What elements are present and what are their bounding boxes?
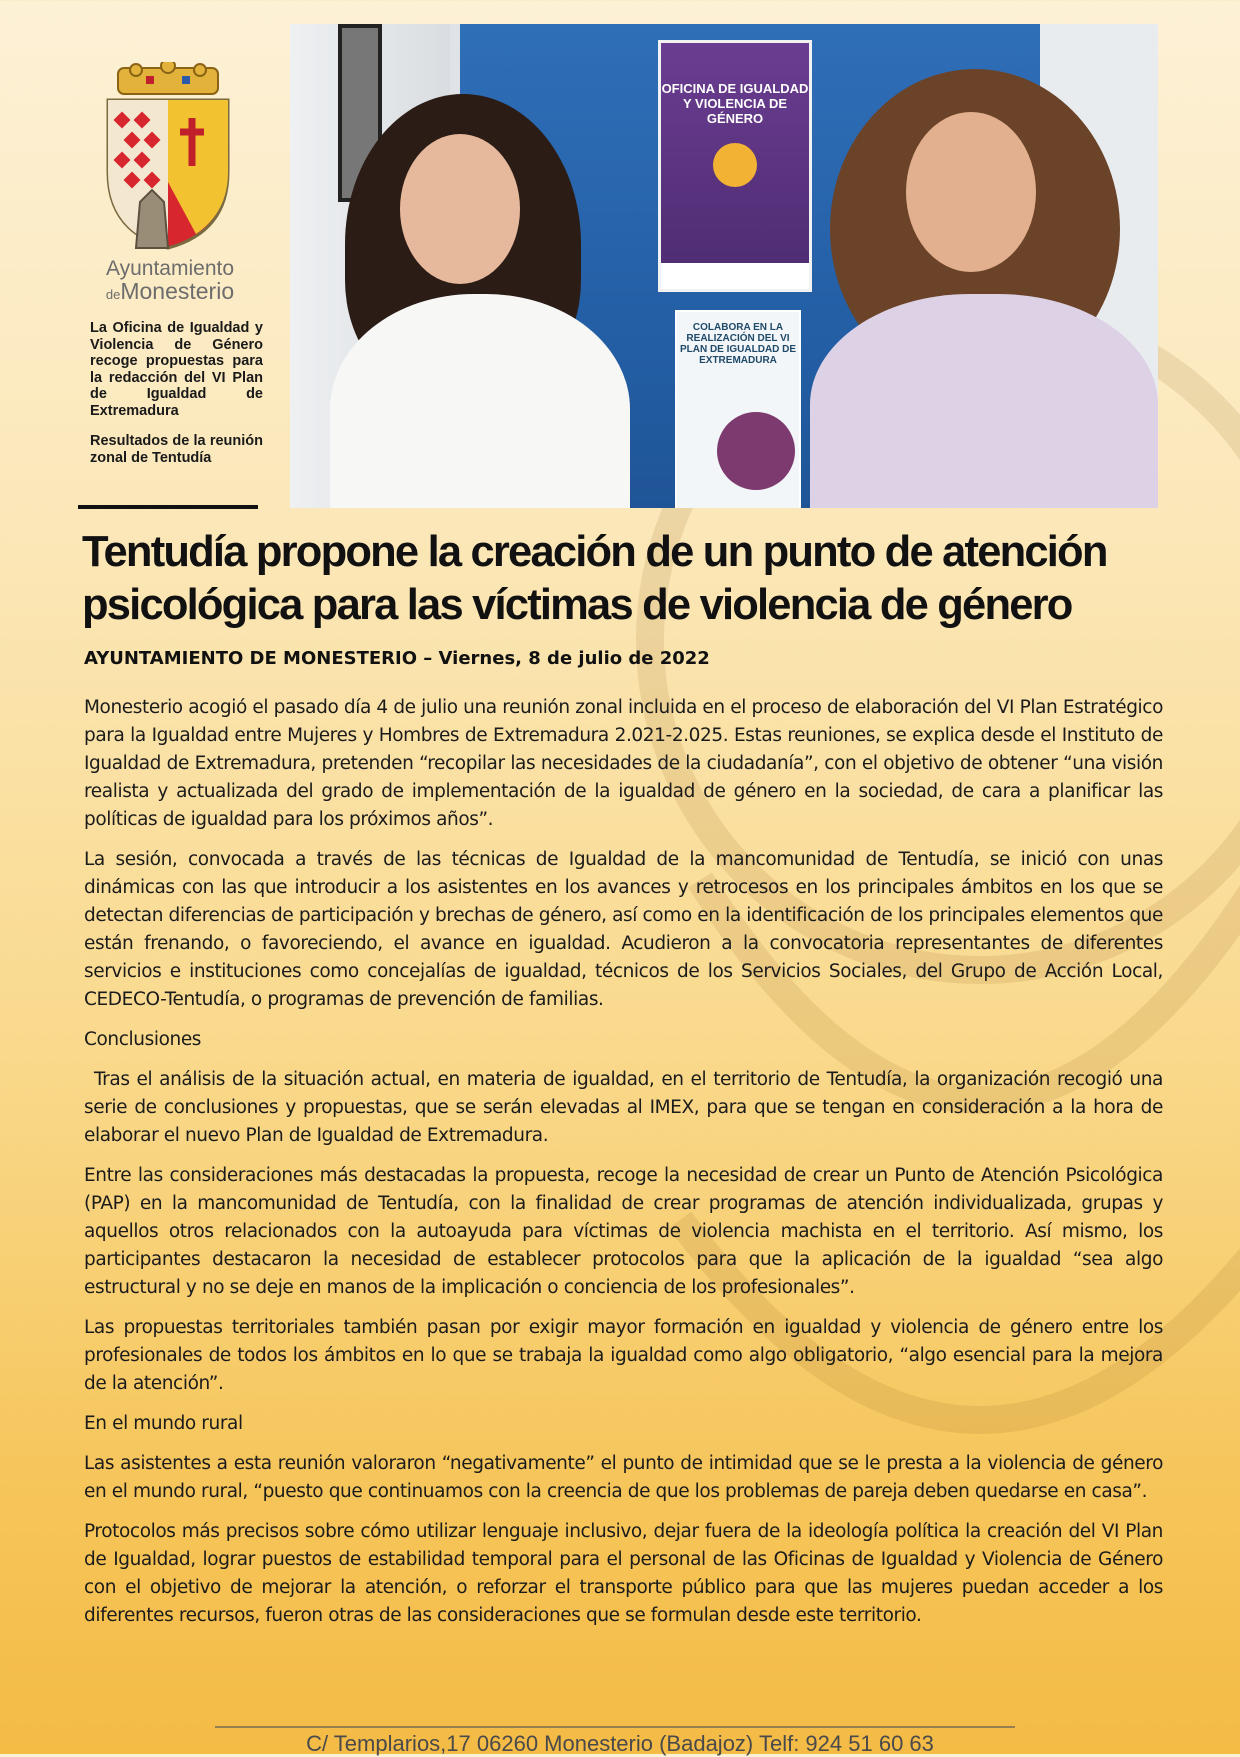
silhouette-illustration (717, 412, 795, 490)
body-paragraph: Las propuestas territoriales también pasan por exigir mayor formación en igualdad y violencia de género entre los profesionales de todos los ámbitos en lo que se trabaja la igualdad como algo obligatorio, “algo esencial para la mejora de la atención”. (84, 1317, 1163, 1394)
org-name-line1: Ayuntamiento (105, 257, 235, 280)
section-heading: En el mundo rural (84, 1413, 243, 1434)
person-right-face (906, 112, 1036, 272)
footer-divider (215, 1726, 1015, 1728)
equality-symbol-icon (713, 143, 757, 187)
org-name-prefix: de (105, 287, 121, 302)
org-name-logo-text (80, 258, 260, 306)
section-heading: Conclusiones (84, 1029, 202, 1050)
article-body (84, 694, 1163, 1642)
person-left-face (400, 134, 520, 284)
coat-of-arms-logo (96, 62, 240, 252)
person-right (810, 294, 1158, 508)
person-left (330, 294, 630, 508)
summary-point: Resultados de la reunión zonal de Tentudía (90, 433, 263, 466)
body-paragraph: Monesterio acogió el pasado día 4 de julio una reunión zonal incluida en el proceso de elaboración del VI Plan Estratégico para la Igualdad entre Mujeres y Hombres de Extremadura 2.021-2.025. Estas reuniones, se explica desde el Instituto de Igualdad de Extremadura, pretenden “recopilar las necesidades de la ciudadanía”, con el objetivo de obtener “una visión realista y actualizada del grado de implementación de la igualdad de género en la sociedad, de cara a planificar las políticas de igualdad para los próximos años”. (84, 697, 1163, 830)
office-poster (658, 40, 812, 292)
org-name-line2: Monesterio (120, 278, 235, 304)
plan-poster-title: COLABORA EN LA REALIZACIÓN DEL VI PLAN DE IGUALDAD DE EXTREMADURA (679, 322, 797, 366)
article-headline: Tentudía propone la creación de un punto de atención psicológica para las víctimas de violencia de género (82, 528, 1107, 629)
summary-point: La Oficina de Igualdad y Violencia de Género recoge propuestas para la redacción del VI Plan de Igualdad de Extremadura (90, 320, 263, 419)
summary-divider (78, 505, 258, 509)
plan-poster (675, 310, 801, 508)
article-byline: AYUNTAMIENTO DE MONESTERIO – Viernes, 8 de julio de 2022 (84, 648, 710, 669)
body-paragraph: Protocolos más precisos sobre cómo utilizar lenguaje inclusivo, dejar fuera de la ideología política la creación del VI Plan de Igualdad, lograr puestos de estabilidad temporal para el personal de las Oficinas de Igualdad y Violencia de Género con el objetivo de mejorar la atención, o reforzar el transporte público para que las mujeres puedan acceder a los diferentes recursos, fueron otras de las consideraciones que se formulan desde este territorio. (84, 1521, 1163, 1626)
article-summary (90, 320, 263, 480)
office-poster-title: OFICINA DE IGUALDAD Y VIOLENCIA DE GÉNERO (661, 81, 809, 126)
body-paragraph: Las asistentes a esta reunión valoraron “negativamente” el punto de intimidad que se le presta a la violencia de género en el mundo rural, “puesto que continuamos con la creencia de que los problemas de pareja deben quedarse en casa”. (84, 1453, 1163, 1502)
footer-address: C/ Templarios,17 06260 Monesterio (Badajoz) Telf: 924 51 60 63 (306, 1731, 934, 1756)
body-paragraph: La sesión, convocada a través de las técnicas de Igualdad de la mancomunidad de Tentudía, se inició con unas dinámicas con las que introducir a los asistentes en los avances y retrocesos en los principales ámbitos en los que se detectan diferencias de participación y brechas de género, así como en la identificación de los principales elementos que están frenando, o favoreciendo, el avance en igualdad. Acudieron a la convocatoria representantes de diferentes servicios e instituciones como concejalías de igualdad, técnicos de los Servicios Sociales, del Grupo de Acción Local, CEDECO-Tentudía, o programas de prevención de familias. (84, 849, 1163, 1010)
body-paragraph: Tras el análisis de la situación actual, en materia de igualdad, en el territorio de Tentudía, la organización recogió una serie de conclusiones y propuestas, que se serán elevadas al IMEX, para que se tengan en consideración a la hora de elaborar el nuevo Plan de Igualdad de Extremadura. (84, 1069, 1163, 1146)
body-paragraph: Entre las consideraciones más destacadas la propuesta, recoge la necesidad de crear un Punto de Atención Psicológica (PAP) en la mancomunidad de Tentudía, con la finalidad de crear programas de atención individualizada, grupas y aquellos otros relacionados con la autoayuda para víctimas de violencia machista en el territorio. Así mismo, los participantes destacaron la necesidad de establecer protocolos para que la aplicación de la igualdad “sea algo estructural y no se deje en manos de la implicación o conciencia de los profesionales”. (84, 1165, 1163, 1298)
article-photo (290, 24, 1158, 508)
